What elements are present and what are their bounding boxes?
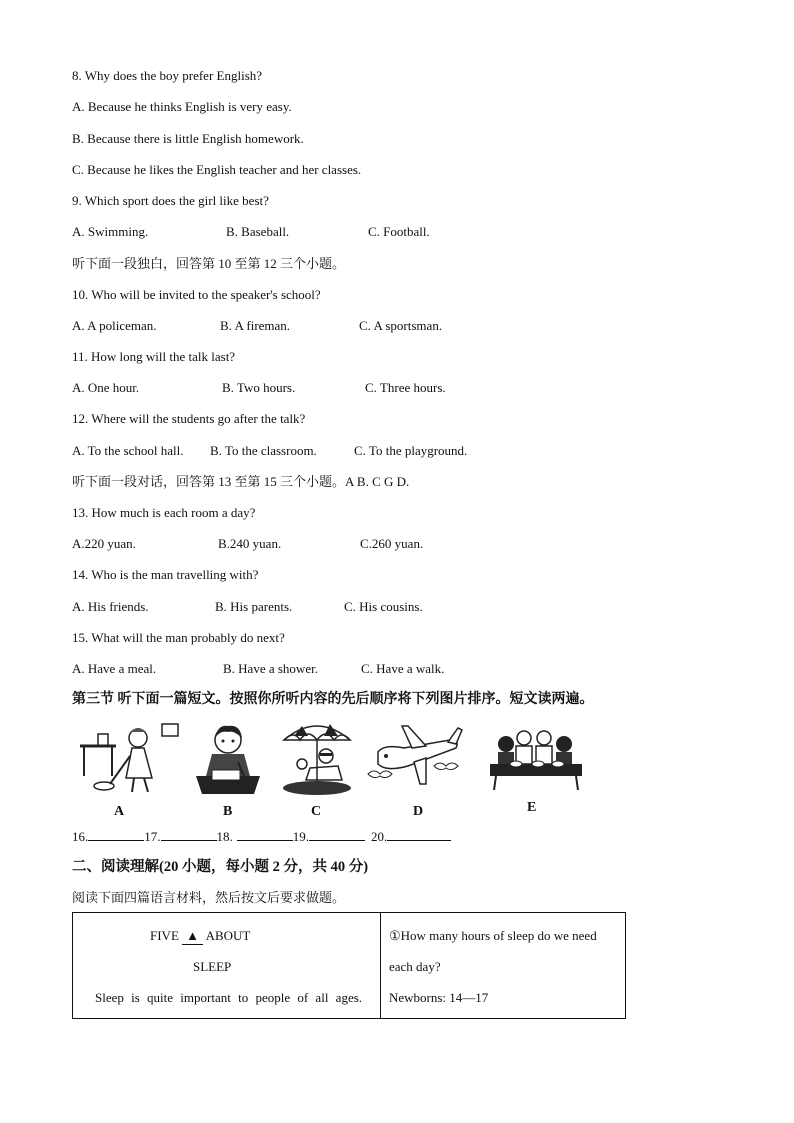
reading-right-line2: each day? <box>389 959 441 974</box>
q8-option-c: C. Because he likes the English teacher and her classes. <box>72 162 362 177</box>
picture-letter-d: D <box>413 804 424 819</box>
instruction-dialogue: 听下面一段对话，回答第 13 至第 15 三个小题。A B. C G D. <box>72 474 410 489</box>
girl-mopping-floor-picture <box>76 718 186 798</box>
section3-title: 第三节 听下面一篇短文。按照你所听内容的先后顺序将下列图片排序。短文读两遍。 <box>72 692 594 707</box>
q9-option-a: A. Swimming. <box>72 224 149 239</box>
q8-option-a: A. Because he thinks English is very easy. <box>72 99 292 114</box>
picture-letter-a: A <box>114 804 125 819</box>
q12-option-a: A. To the school hall. <box>72 443 184 458</box>
picture-letter-b: B <box>223 804 233 819</box>
q10-option-a: A. A policeman. <box>72 318 157 333</box>
q9-option-c: C. Football. <box>368 224 430 239</box>
family-dinner-picture <box>486 724 586 794</box>
q14-option-b: B. His parents. <box>215 599 293 614</box>
q15-option-a: A. Have a meal. <box>72 661 157 676</box>
answer-blank-20[interactable] <box>387 828 451 841</box>
q11-option-a: A. One hour. <box>72 380 140 395</box>
blank-label-19: 19. <box>292 829 309 844</box>
q14-option-a: A. His friends. <box>72 599 149 614</box>
q10-option-b: B. A fireman. <box>220 318 291 333</box>
reading-title-post: ABOUT <box>205 928 251 943</box>
reading-title-line1 <box>150 928 250 945</box>
question-8: 8. Why does the boy prefer English? <box>72 68 263 83</box>
people-relaxing-under-umbrella-picture <box>280 718 354 798</box>
question-12: 12. Where will the students go after the talk? <box>72 411 306 426</box>
question-15: 15. What will the man probably do next? <box>72 630 285 645</box>
reading-right-cell <box>381 913 626 1019</box>
q14-option-c: C. His cousins. <box>344 599 423 614</box>
answer-blank-17[interactable] <box>161 828 217 841</box>
part2-instruction: 阅读下面四篇语言材料，然后按文后要求做题。 <box>72 890 346 905</box>
question-14: 14. Who is the man travelling with? <box>72 567 259 582</box>
blank-label-20: 20. <box>371 829 388 844</box>
q12-option-b: B. To the classroom. <box>210 443 317 458</box>
q11-option-b: B. Two hours. <box>222 380 296 395</box>
picture-letter-e: E <box>527 800 537 815</box>
reading-right-line3: Newborns: 14—17 <box>389 990 489 1005</box>
reading-title-blank[interactable]: ▲ <box>182 928 203 945</box>
answer-blank-18[interactable] <box>237 828 293 841</box>
question-13: 13. How much is each room a day? <box>72 505 256 520</box>
question-11: 11. How long will the talk last? <box>72 349 236 364</box>
blank-label-17: 17. <box>144 829 161 844</box>
instruction-monologue: 听下面一段独白，回答第 10 至第 12 三个小题。 <box>72 256 346 271</box>
reading-right-line1: ①How many hours of sleep do we need <box>389 928 597 943</box>
q12-option-c: C. To the playground. <box>354 443 468 458</box>
reading-title-pre: FIVE <box>150 928 179 943</box>
reading-left-cell <box>73 913 381 1019</box>
boy-writing-at-desk-picture <box>188 718 268 798</box>
reading-title-line2: SLEEP <box>193 959 232 974</box>
q15-option-c: C. Have a walk. <box>361 661 445 676</box>
answer-blank-16[interactable] <box>88 828 144 841</box>
q11-option-c: C. Three hours. <box>365 380 446 395</box>
reading-table <box>72 912 626 1019</box>
question-10: 10. Who will be invited to the speaker's school? <box>72 287 321 302</box>
q13-option-a: A.220 yuan. <box>72 536 136 551</box>
answer-blanks-row <box>72 828 451 845</box>
q13-option-c: C.260 yuan. <box>360 536 424 551</box>
airplane-picture <box>364 718 464 798</box>
blank-label-18: 18. <box>216 829 233 844</box>
picture-letter-c: C <box>311 804 322 819</box>
q10-option-c: C. A sportsman. <box>359 318 443 333</box>
answer-blank-19[interactable] <box>309 828 365 841</box>
blank-label-16: 16. <box>72 829 89 844</box>
q15-option-b: B. Have a shower. <box>223 661 318 676</box>
question-9: 9. Which sport does the girl like best? <box>72 193 269 208</box>
q9-option-b: B. Baseball. <box>226 224 290 239</box>
q13-option-b: B.240 yuan. <box>218 536 282 551</box>
reading-left-text: Sleep is quite important to people of all ages. <box>95 990 363 1005</box>
q8-option-b: B. Because there is little English homework. <box>72 131 304 146</box>
part2-title: 二、阅读理解(20 小题，每小题 2 分，共 40 分) <box>72 859 369 875</box>
